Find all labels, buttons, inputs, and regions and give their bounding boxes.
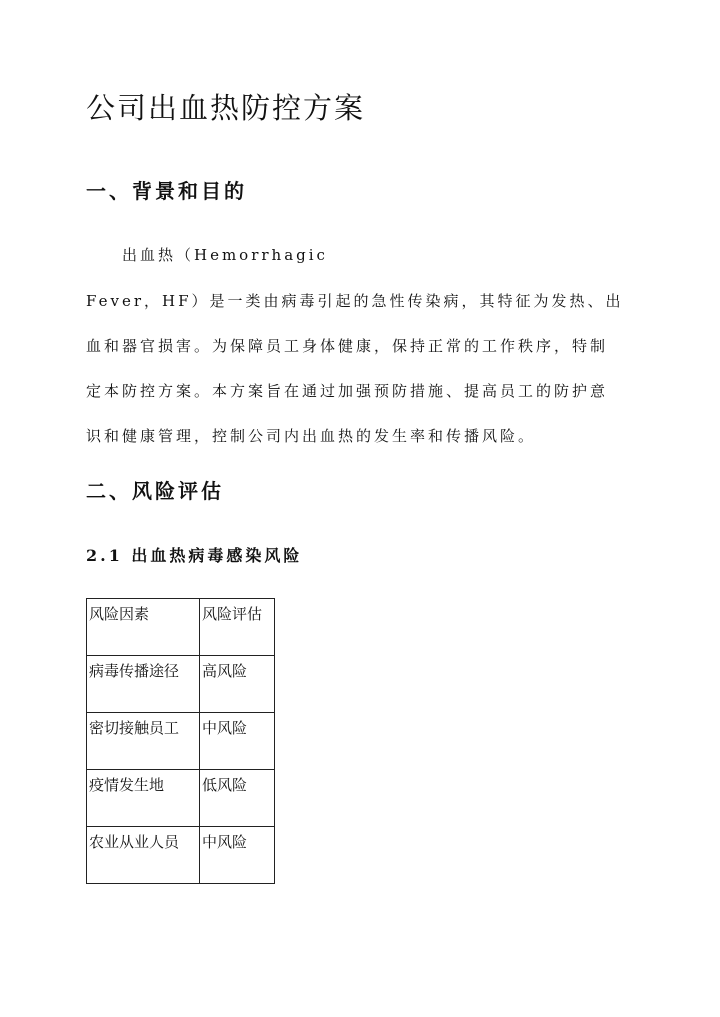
table-cell: 密切接触员工 bbox=[87, 713, 200, 770]
table-header-cell: 风险因素 bbox=[87, 599, 200, 656]
risk-table bbox=[86, 598, 275, 884]
paragraph-line: 出血热（Hemorrhagic bbox=[122, 246, 328, 264]
table-cell: 疫情发生地 bbox=[87, 770, 200, 827]
table-cell: 农业从业人员 bbox=[87, 827, 200, 884]
paragraph-line: 定本防控方案。本方案旨在通过加强预防措施、提高员工的防护意 bbox=[86, 382, 609, 400]
table-header-row bbox=[87, 599, 275, 656]
table-cell: 高风险 bbox=[200, 656, 275, 713]
table-header-cell: 风险评估 bbox=[200, 599, 275, 656]
table-cell: 低风险 bbox=[200, 770, 275, 827]
table-row bbox=[87, 770, 275, 827]
paragraph-line: Fever，HF）是一类由病毒引起的急性传染病，其特征为发热、出 bbox=[86, 292, 624, 310]
section-heading-risk: 二、风险评估 bbox=[86, 479, 224, 503]
subsection-heading: 2.1 出血热病毒感染风险 bbox=[86, 546, 303, 565]
table-cell: 病毒传播途径 bbox=[87, 656, 200, 713]
table-cell: 中风险 bbox=[200, 827, 275, 884]
table-row bbox=[87, 656, 275, 713]
table-row bbox=[87, 713, 275, 770]
document-title: 公司出血热防控方案 bbox=[86, 91, 366, 125]
paragraph-line: 识和健康管理，控制公司内出血热的发生率和传播风险。 bbox=[86, 427, 537, 445]
paragraph-line: 血和器官损害。为保障员工身体健康，保持正常的工作秩序，特制 bbox=[86, 337, 609, 355]
table-cell: 中风险 bbox=[200, 713, 275, 770]
section-heading-background: 一、背景和目的 bbox=[86, 179, 247, 203]
table-row bbox=[87, 827, 275, 884]
